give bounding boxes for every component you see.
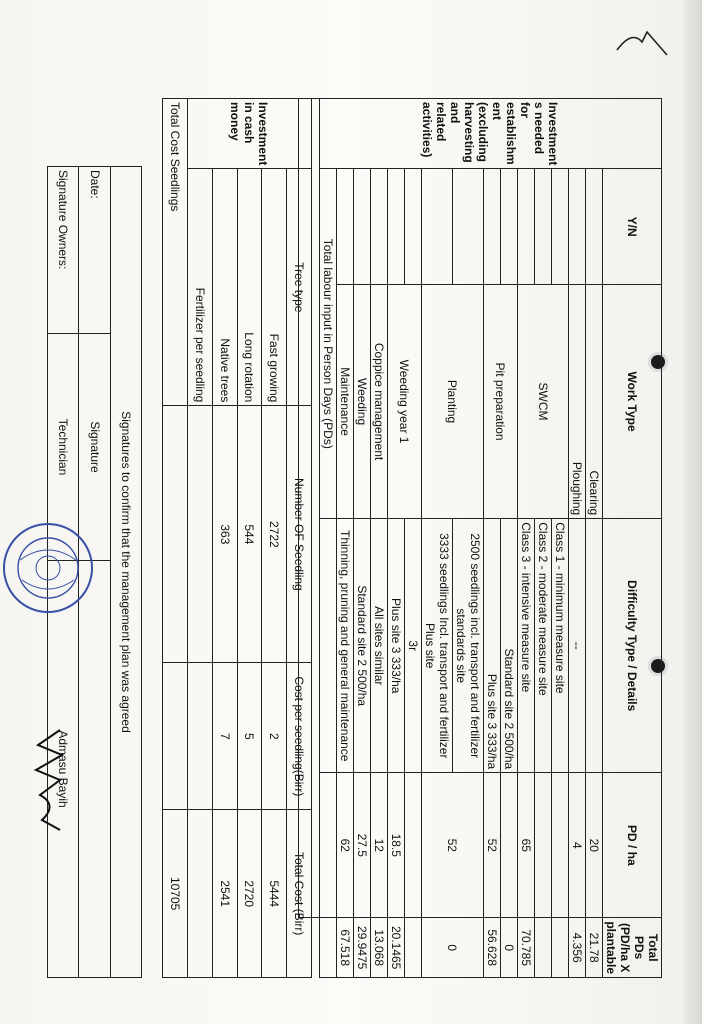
pd-cell (405, 773, 422, 918)
pd-cell: 62 (337, 773, 354, 918)
total-seedlings-label: Total Cost Seedlings (163, 99, 188, 406)
tree-cell: Fast growing (262, 169, 287, 406)
pd-cell: 18.5 (388, 773, 405, 918)
total-cell (552, 918, 569, 978)
total-cost-cell (187, 810, 212, 978)
detail-cell: -- (569, 519, 586, 773)
signature-heading: Signatures to confirm that the management plan was agreed (110, 167, 141, 978)
difficulty-header: Difficulty Type / Details (603, 519, 662, 773)
work-cell: Coppice management (371, 284, 388, 518)
number-cell: 363 (212, 406, 237, 663)
total-cell: 13.068 (371, 918, 388, 978)
total-cell: 21.78 (586, 918, 603, 978)
total-cell: 70.785 (518, 918, 535, 978)
total-cost-cell: 5444 (262, 810, 287, 978)
work-cell: Weeding year 1 (388, 284, 422, 518)
work-cell: Weeding (354, 284, 371, 518)
total-seedlings-value: 10705 (163, 810, 188, 978)
total-cost-cell: 2720 (237, 810, 262, 978)
handwritten-signature (30, 725, 70, 835)
detail-cell: All sites similar (371, 519, 388, 773)
pd-cell: 65 (518, 773, 535, 918)
detail-cell: Standard site 2 500/ha (354, 519, 371, 773)
pd-cell: 27.5 (354, 773, 371, 918)
signature-label: Signature (79, 334, 110, 561)
number-header: Number OF Seedling (287, 406, 312, 663)
tree-cell: Long rotation (237, 169, 262, 406)
cost-header: Cost per seedling(Birr) (287, 663, 312, 810)
cost-cell: 7 (212, 663, 237, 810)
pd-cell (552, 773, 569, 918)
number-cell (187, 406, 212, 663)
rotated-document (0, 98, 662, 1018)
work-cell: Clearing (586, 284, 603, 518)
total-cell (535, 918, 552, 978)
detail-cell: Plus site 3 333/ha (388, 519, 405, 773)
cost-cell (187, 663, 212, 810)
technician-name: Admasu Bayih (48, 561, 79, 978)
total-cell: 29.9475 (354, 918, 371, 978)
number-cell: 2722 (262, 406, 287, 663)
pen-mark (612, 20, 672, 60)
pd-cell: 12 (371, 773, 388, 918)
detail-cell (586, 519, 603, 773)
total-cell: 0 (501, 918, 518, 978)
tree-cell: Native trees (212, 169, 237, 406)
detail-cell: Class 2 - moderate measure site (535, 519, 552, 773)
total-labour-label: Total labour input in Person Days (PDs) (320, 169, 337, 519)
investment-header: Investment s needed for establishm ent (excluding harvesting and related activities) (320, 99, 662, 169)
detail-cell: Standard site 2 500/ha (501, 519, 518, 773)
total-cell: 67.518 (337, 918, 354, 978)
work-cell: Pit preparation (484, 284, 518, 518)
total-cell: 4.356 (569, 918, 586, 978)
official-stamp (0, 520, 96, 616)
owners-label: Signature Owners: (48, 167, 79, 334)
technician-label: Technician (48, 334, 79, 561)
total-cell (405, 918, 422, 978)
tree-type-header: Tree type (287, 169, 312, 406)
pd-cell (501, 773, 518, 918)
date-label: Date: (79, 167, 110, 334)
cost-cell: 2 (262, 663, 287, 810)
work-cell: Planting (422, 284, 484, 518)
cash-section-label: Investment in cash money (187, 99, 311, 169)
total-cell: 20.1465 (388, 918, 405, 978)
detail-cell: 3333 seedlings Incl. transport and fertilizer Plus site (422, 519, 453, 773)
pd-cell: 52 (422, 773, 484, 918)
yn-header: Y/N (603, 169, 662, 285)
pd-ha-header: PD / ha (603, 773, 662, 918)
work-type-header: Work Type (603, 284, 662, 518)
total-cost-header: Total Cost (Birr) (287, 810, 312, 978)
pd-cell: 20 (586, 773, 603, 918)
total-cell: 56.628 (484, 918, 501, 978)
detail-cell: 3r (405, 519, 422, 773)
work-cell: Maintenance (337, 284, 354, 518)
detail-cell: Class 1 - minimum measure site (552, 519, 569, 773)
work-cell: Ploughing (569, 284, 586, 518)
cost-cell: 5 (237, 663, 262, 810)
detail-cell: Plus site 3 333/ha (484, 519, 501, 773)
total-cost-cell: 2541 (212, 810, 237, 978)
detail-cell: 2500 seedlings incl. transport and fertilizer standards site (453, 519, 484, 773)
page-edge (684, 0, 702, 1024)
pd-cell: 4 (569, 773, 586, 918)
total-cell: 0 (422, 918, 484, 978)
labour-table (298, 98, 662, 978)
cash-table (162, 98, 312, 978)
pd-cell: 52 (484, 773, 501, 918)
work-cell: SWCM (518, 284, 569, 518)
number-cell: 544 (237, 406, 262, 663)
tree-cell: Fertilizer per seedling (187, 169, 212, 406)
detail-cell: Class 3 - intensive measure site (518, 519, 535, 773)
pd-cell (535, 773, 552, 918)
detail-cell: Thinning, pruning and general maintenance (337, 519, 354, 773)
total-pds-header: Total PDs (PD/ha X plantable (603, 918, 662, 978)
